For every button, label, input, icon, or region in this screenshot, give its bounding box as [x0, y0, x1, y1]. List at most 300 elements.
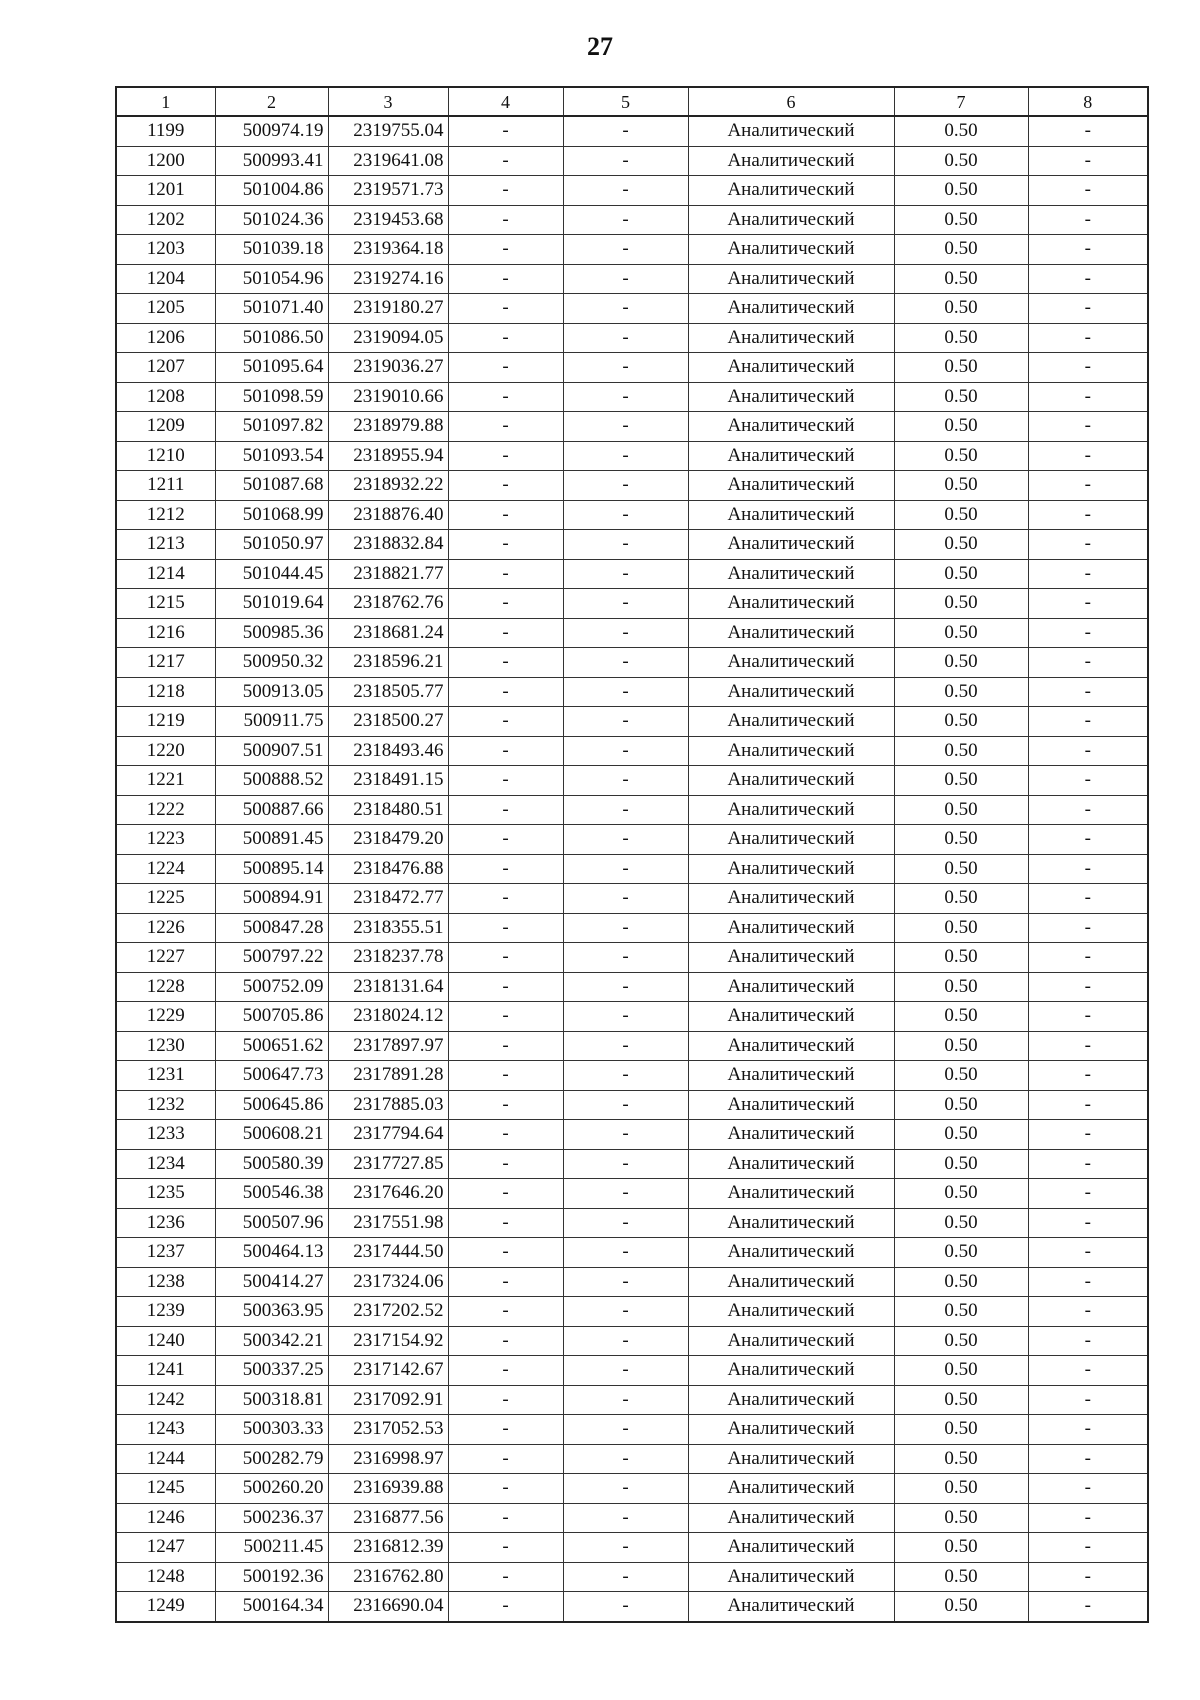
point-number-cell: 1231: [116, 1061, 215, 1091]
column-4-cell: -: [448, 323, 563, 353]
table-row: [116, 1503, 1148, 1533]
accuracy-cell: 0.50: [894, 1238, 1028, 1268]
column-4-cell: -: [448, 943, 563, 973]
y-coordinate-cell: 2318491.15: [328, 766, 448, 796]
table-row: [116, 1149, 1148, 1179]
column-5-cell: -: [563, 116, 688, 146]
column-8-cell: -: [1028, 471, 1148, 501]
x-coordinate-cell: 501054.96: [215, 264, 328, 294]
x-coordinate-cell: 501044.45: [215, 559, 328, 589]
table-row: [116, 146, 1148, 176]
x-coordinate-cell: 500985.36: [215, 618, 328, 648]
column-4-cell: -: [448, 353, 563, 383]
column-8-cell: -: [1028, 146, 1148, 176]
y-coordinate-cell: 2316812.39: [328, 1533, 448, 1563]
table-row: [116, 1533, 1148, 1563]
accuracy-cell: 0.50: [894, 766, 1028, 796]
method-cell: Аналитический: [688, 471, 894, 501]
column-4-cell: -: [448, 1415, 563, 1445]
column-5-cell: -: [563, 766, 688, 796]
y-coordinate-cell: 2318472.77: [328, 884, 448, 914]
accuracy-cell: 0.50: [894, 1562, 1028, 1592]
column-4-cell: -: [448, 1031, 563, 1061]
table-row: [116, 854, 1148, 884]
accuracy-cell: 0.50: [894, 471, 1028, 501]
method-cell: Аналитический: [688, 589, 894, 619]
column-5-cell: -: [563, 648, 688, 678]
column-4-cell: -: [448, 146, 563, 176]
column-5-cell: -: [563, 559, 688, 589]
method-cell: Аналитический: [688, 146, 894, 176]
y-coordinate-cell: 2318979.88: [328, 412, 448, 442]
method-cell: Аналитический: [688, 176, 894, 206]
point-number-cell: 1229: [116, 1002, 215, 1032]
column-5-cell: -: [563, 1444, 688, 1474]
column-5-cell: -: [563, 500, 688, 530]
column-8-cell: -: [1028, 707, 1148, 737]
column-4-cell: -: [448, 500, 563, 530]
column-4-cell: -: [448, 1503, 563, 1533]
column-8-cell: -: [1028, 412, 1148, 442]
table-row: [116, 235, 1148, 265]
point-number-cell: 1230: [116, 1031, 215, 1061]
table-row: [116, 795, 1148, 825]
point-number-cell: 1237: [116, 1238, 215, 1268]
method-cell: Аналитический: [688, 294, 894, 324]
accuracy-cell: 0.50: [894, 1385, 1028, 1415]
point-number-cell: 1235: [116, 1179, 215, 1209]
x-coordinate-cell: 500236.37: [215, 1503, 328, 1533]
column-5-cell: -: [563, 1179, 688, 1209]
table-row: [116, 1267, 1148, 1297]
accuracy-cell: 0.50: [894, 500, 1028, 530]
y-coordinate-cell: 2316877.56: [328, 1503, 448, 1533]
column-8-cell: -: [1028, 1562, 1148, 1592]
method-cell: Аналитический: [688, 825, 894, 855]
column-5-cell: -: [563, 1267, 688, 1297]
column-8-cell: -: [1028, 677, 1148, 707]
table-row: [116, 1031, 1148, 1061]
y-coordinate-cell: 2318476.88: [328, 854, 448, 884]
table-row: [116, 913, 1148, 943]
x-coordinate-cell: 501093.54: [215, 441, 328, 471]
column-4-cell: -: [448, 294, 563, 324]
column-8-cell: -: [1028, 589, 1148, 619]
point-number-cell: 1233: [116, 1120, 215, 1150]
point-number-cell: 1203: [116, 235, 215, 265]
table-row: [116, 559, 1148, 589]
y-coordinate-cell: 2316762.80: [328, 1562, 448, 1592]
column-4-cell: -: [448, 382, 563, 412]
table-row: [116, 736, 1148, 766]
x-coordinate-cell: 500211.45: [215, 1533, 328, 1563]
y-coordinate-cell: 2318932.22: [328, 471, 448, 501]
column-5-cell: -: [563, 1238, 688, 1268]
x-coordinate-cell: 500546.38: [215, 1179, 328, 1209]
table-row: [116, 1208, 1148, 1238]
y-coordinate-cell: 2318024.12: [328, 1002, 448, 1032]
table-row: [116, 1090, 1148, 1120]
x-coordinate-cell: 501097.82: [215, 412, 328, 442]
accuracy-cell: 0.50: [894, 1356, 1028, 1386]
table-row: [116, 825, 1148, 855]
y-coordinate-cell: 2317891.28: [328, 1061, 448, 1091]
column-8-cell: -: [1028, 1592, 1148, 1622]
method-cell: Аналитический: [688, 1503, 894, 1533]
table-row: [116, 1356, 1148, 1386]
column-4-cell: -: [448, 1208, 563, 1238]
accuracy-cell: 0.50: [894, 1297, 1028, 1327]
column-8-cell: -: [1028, 1297, 1148, 1327]
method-cell: Аналитический: [688, 736, 894, 766]
table-row: [116, 884, 1148, 914]
point-number-cell: 1241: [116, 1356, 215, 1386]
table-row: [116, 648, 1148, 678]
column-4-cell: -: [448, 205, 563, 235]
method-cell: Аналитический: [688, 235, 894, 265]
x-coordinate-cell: 500337.25: [215, 1356, 328, 1386]
accuracy-cell: 0.50: [894, 205, 1028, 235]
x-coordinate-cell: 501039.18: [215, 235, 328, 265]
x-coordinate-cell: 500752.09: [215, 972, 328, 1002]
column-4-cell: -: [448, 795, 563, 825]
column-4-cell: -: [448, 1149, 563, 1179]
accuracy-cell: 0.50: [894, 264, 1028, 294]
accuracy-cell: 0.50: [894, 412, 1028, 442]
header-row: [116, 87, 1148, 116]
point-number-cell: 1220: [116, 736, 215, 766]
column-4-cell: -: [448, 1267, 563, 1297]
column-8-cell: -: [1028, 1208, 1148, 1238]
x-coordinate-cell: 500651.62: [215, 1031, 328, 1061]
y-coordinate-cell: 2317142.67: [328, 1356, 448, 1386]
y-coordinate-cell: 2319274.16: [328, 264, 448, 294]
table-row: [116, 972, 1148, 1002]
column-4-cell: -: [448, 412, 563, 442]
point-number-cell: 1213: [116, 530, 215, 560]
column-4-cell: -: [448, 1090, 563, 1120]
column-8-cell: -: [1028, 854, 1148, 884]
column-8-cell: -: [1028, 500, 1148, 530]
point-number-cell: 1209: [116, 412, 215, 442]
method-cell: Аналитический: [688, 707, 894, 737]
accuracy-cell: 0.50: [894, 736, 1028, 766]
y-coordinate-cell: 2318832.84: [328, 530, 448, 560]
column-5-cell: -: [563, 1208, 688, 1238]
column-4-cell: -: [448, 235, 563, 265]
x-coordinate-cell: 500888.52: [215, 766, 328, 796]
method-cell: Аналитический: [688, 1149, 894, 1179]
column-8-cell: -: [1028, 618, 1148, 648]
point-number-cell: 1211: [116, 471, 215, 501]
accuracy-cell: 0.50: [894, 1415, 1028, 1445]
column-4-cell: -: [448, 1592, 563, 1622]
accuracy-cell: 0.50: [894, 116, 1028, 146]
y-coordinate-cell: 2319641.08: [328, 146, 448, 176]
point-number-cell: 1249: [116, 1592, 215, 1622]
accuracy-cell: 0.50: [894, 146, 1028, 176]
x-coordinate-cell: 501071.40: [215, 294, 328, 324]
column-5-cell: -: [563, 146, 688, 176]
method-cell: Аналитический: [688, 559, 894, 589]
y-coordinate-cell: 2318493.46: [328, 736, 448, 766]
column-8-cell: -: [1028, 1238, 1148, 1268]
x-coordinate-cell: 500507.96: [215, 1208, 328, 1238]
table-row: [116, 116, 1148, 146]
column-5-cell: -: [563, 1474, 688, 1504]
column-header: 4: [448, 87, 563, 116]
column-4-cell: -: [448, 972, 563, 1002]
column-8-cell: -: [1028, 1326, 1148, 1356]
column-8-cell: -: [1028, 235, 1148, 265]
table-row: [116, 382, 1148, 412]
column-5-cell: -: [563, 1061, 688, 1091]
point-number-cell: 1216: [116, 618, 215, 648]
table-row: [116, 412, 1148, 442]
accuracy-cell: 0.50: [894, 825, 1028, 855]
method-cell: Аналитический: [688, 1474, 894, 1504]
column-header: 6: [688, 87, 894, 116]
x-coordinate-cell: 500913.05: [215, 677, 328, 707]
column-5-cell: -: [563, 1356, 688, 1386]
point-number-cell: 1219: [116, 707, 215, 737]
method-cell: Аналитический: [688, 323, 894, 353]
x-coordinate-cell: 500414.27: [215, 1267, 328, 1297]
accuracy-cell: 0.50: [894, 1031, 1028, 1061]
accuracy-cell: 0.50: [894, 1503, 1028, 1533]
table-row: [116, 1415, 1148, 1445]
method-cell: Аналитический: [688, 382, 894, 412]
column-5-cell: -: [563, 1592, 688, 1622]
y-coordinate-cell: 2318955.94: [328, 441, 448, 471]
method-cell: Аналитический: [688, 441, 894, 471]
method-cell: Аналитический: [688, 1120, 894, 1150]
method-cell: Аналитический: [688, 1061, 894, 1091]
point-number-cell: 1236: [116, 1208, 215, 1238]
x-coordinate-cell: 500705.86: [215, 1002, 328, 1032]
point-number-cell: 1206: [116, 323, 215, 353]
table-row: [116, 1562, 1148, 1592]
column-8-cell: -: [1028, 1356, 1148, 1386]
column-5-cell: -: [563, 913, 688, 943]
column-5-cell: -: [563, 618, 688, 648]
column-5-cell: -: [563, 353, 688, 383]
point-number-cell: 1204: [116, 264, 215, 294]
column-8-cell: -: [1028, 1385, 1148, 1415]
x-coordinate-cell: 501095.64: [215, 353, 328, 383]
x-coordinate-cell: 501050.97: [215, 530, 328, 560]
table-row: [116, 176, 1148, 206]
column-8-cell: -: [1028, 205, 1148, 235]
column-5-cell: -: [563, 1090, 688, 1120]
method-cell: Аналитический: [688, 116, 894, 146]
point-number-cell: 1200: [116, 146, 215, 176]
column-4-cell: -: [448, 884, 563, 914]
point-number-cell: 1246: [116, 1503, 215, 1533]
column-8-cell: -: [1028, 1149, 1148, 1179]
table-row: [116, 500, 1148, 530]
x-coordinate-cell: 500363.95: [215, 1297, 328, 1327]
y-coordinate-cell: 2319364.18: [328, 235, 448, 265]
accuracy-cell: 0.50: [894, 559, 1028, 589]
point-number-cell: 1242: [116, 1385, 215, 1415]
table-row: [116, 1326, 1148, 1356]
point-number-cell: 1248: [116, 1562, 215, 1592]
column-8-cell: -: [1028, 972, 1148, 1002]
x-coordinate-cell: 501024.36: [215, 205, 328, 235]
column-8-cell: -: [1028, 559, 1148, 589]
column-5-cell: -: [563, 382, 688, 412]
table-row: [116, 471, 1148, 501]
y-coordinate-cell: 2318500.27: [328, 707, 448, 737]
y-coordinate-cell: 2319453.68: [328, 205, 448, 235]
column-5-cell: -: [563, 1031, 688, 1061]
table-row: [116, 707, 1148, 737]
column-4-cell: -: [448, 471, 563, 501]
x-coordinate-cell: 500580.39: [215, 1149, 328, 1179]
column-header: 2: [215, 87, 328, 116]
accuracy-cell: 0.50: [894, 854, 1028, 884]
x-coordinate-cell: 501068.99: [215, 500, 328, 530]
y-coordinate-cell: 2318876.40: [328, 500, 448, 530]
column-5-cell: -: [563, 943, 688, 973]
column-5-cell: -: [563, 1149, 688, 1179]
accuracy-cell: 0.50: [894, 294, 1028, 324]
column-8-cell: -: [1028, 648, 1148, 678]
y-coordinate-cell: 2319180.27: [328, 294, 448, 324]
table-row: [116, 294, 1148, 324]
method-cell: Аналитический: [688, 264, 894, 294]
accuracy-cell: 0.50: [894, 353, 1028, 383]
y-coordinate-cell: 2317324.06: [328, 1267, 448, 1297]
column-5-cell: -: [563, 1562, 688, 1592]
column-5-cell: -: [563, 1297, 688, 1327]
method-cell: Аналитический: [688, 795, 894, 825]
point-number-cell: 1226: [116, 913, 215, 943]
accuracy-cell: 0.50: [894, 884, 1028, 914]
table-row: [116, 353, 1148, 383]
column-5-cell: -: [563, 1326, 688, 1356]
accuracy-cell: 0.50: [894, 795, 1028, 825]
column-4-cell: -: [448, 589, 563, 619]
column-header: 8: [1028, 87, 1148, 116]
column-8-cell: -: [1028, 294, 1148, 324]
column-8-cell: -: [1028, 1179, 1148, 1209]
method-cell: Аналитический: [688, 1356, 894, 1386]
column-5-cell: -: [563, 854, 688, 884]
column-5-cell: -: [563, 1120, 688, 1150]
column-8-cell: -: [1028, 1090, 1148, 1120]
accuracy-cell: 0.50: [894, 1326, 1028, 1356]
column-8-cell: -: [1028, 1267, 1148, 1297]
method-cell: Аналитический: [688, 913, 894, 943]
column-4-cell: -: [448, 648, 563, 678]
x-coordinate-cell: 501086.50: [215, 323, 328, 353]
column-header: 5: [563, 87, 688, 116]
table-row: [116, 1385, 1148, 1415]
column-4-cell: -: [448, 1179, 563, 1209]
point-number-cell: 1215: [116, 589, 215, 619]
y-coordinate-cell: 2318762.76: [328, 589, 448, 619]
method-cell: Аналитический: [688, 1267, 894, 1297]
column-8-cell: -: [1028, 1120, 1148, 1150]
accuracy-cell: 0.50: [894, 707, 1028, 737]
method-cell: Аналитический: [688, 1444, 894, 1474]
point-number-cell: 1225: [116, 884, 215, 914]
table-row: [116, 1002, 1148, 1032]
method-cell: Аналитический: [688, 1385, 894, 1415]
method-cell: Аналитический: [688, 1208, 894, 1238]
accuracy-cell: 0.50: [894, 1061, 1028, 1091]
point-number-cell: 1243: [116, 1415, 215, 1445]
y-coordinate-cell: 2317154.92: [328, 1326, 448, 1356]
column-8-cell: -: [1028, 323, 1148, 353]
point-number-cell: 1221: [116, 766, 215, 796]
column-5-cell: -: [563, 323, 688, 353]
x-coordinate-cell: 500797.22: [215, 943, 328, 973]
x-coordinate-cell: 501087.68: [215, 471, 328, 501]
y-coordinate-cell: 2318131.64: [328, 972, 448, 1002]
column-4-cell: -: [448, 854, 563, 884]
method-cell: Аналитический: [688, 972, 894, 1002]
x-coordinate-cell: 500907.51: [215, 736, 328, 766]
column-5-cell: -: [563, 294, 688, 324]
table-row: [116, 1444, 1148, 1474]
table-row: [116, 1474, 1148, 1504]
table-row: [116, 323, 1148, 353]
method-cell: Аналитический: [688, 1238, 894, 1268]
y-coordinate-cell: 2317885.03: [328, 1090, 448, 1120]
method-cell: Аналитический: [688, 412, 894, 442]
point-number-cell: 1214: [116, 559, 215, 589]
method-cell: Аналитический: [688, 353, 894, 383]
column-5-cell: -: [563, 972, 688, 1002]
x-coordinate-cell: 500895.14: [215, 854, 328, 884]
point-number-cell: 1224: [116, 854, 215, 884]
column-4-cell: -: [448, 736, 563, 766]
x-coordinate-cell: 500318.81: [215, 1385, 328, 1415]
column-8-cell: -: [1028, 913, 1148, 943]
column-4-cell: -: [448, 825, 563, 855]
y-coordinate-cell: 2316939.88: [328, 1474, 448, 1504]
y-coordinate-cell: 2318821.77: [328, 559, 448, 589]
method-cell: Аналитический: [688, 1533, 894, 1563]
column-5-cell: -: [563, 530, 688, 560]
point-number-cell: 1228: [116, 972, 215, 1002]
point-number-cell: 1244: [116, 1444, 215, 1474]
point-number-cell: 1202: [116, 205, 215, 235]
column-4-cell: -: [448, 176, 563, 206]
method-cell: Аналитический: [688, 1090, 894, 1120]
column-8-cell: -: [1028, 795, 1148, 825]
column-4-cell: -: [448, 1326, 563, 1356]
column-8-cell: -: [1028, 736, 1148, 766]
accuracy-cell: 0.50: [894, 382, 1028, 412]
column-4-cell: -: [448, 1562, 563, 1592]
x-coordinate-cell: 500887.66: [215, 795, 328, 825]
column-4-cell: -: [448, 766, 563, 796]
method-cell: Аналитический: [688, 648, 894, 678]
column-8-cell: -: [1028, 1533, 1148, 1563]
column-8-cell: -: [1028, 441, 1148, 471]
accuracy-cell: 0.50: [894, 1533, 1028, 1563]
column-8-cell: -: [1028, 382, 1148, 412]
point-number-cell: 1212: [116, 500, 215, 530]
point-number-cell: 1207: [116, 353, 215, 383]
accuracy-cell: 0.50: [894, 913, 1028, 943]
accuracy-cell: 0.50: [894, 972, 1028, 1002]
column-5-cell: -: [563, 884, 688, 914]
